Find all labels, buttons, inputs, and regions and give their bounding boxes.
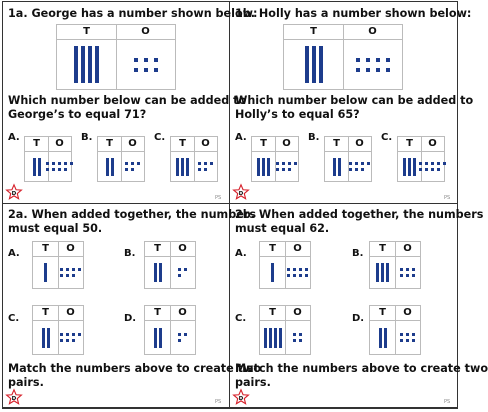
tens-rod	[111, 158, 114, 176]
q2b-option-a-chart	[259, 241, 311, 289]
tens-header: T	[406, 138, 413, 149]
ones-dot	[46, 168, 49, 171]
ones-dot	[425, 168, 428, 171]
q1b-footer-code: PS	[444, 195, 451, 201]
tens-rod	[271, 263, 274, 282]
ones-dot	[46, 162, 49, 165]
q1a-title: 1a. George has a number shown below:	[8, 7, 258, 20]
q2b-star-text: D	[238, 395, 244, 402]
ones-dot	[204, 162, 207, 165]
q1b-option-b-chart	[324, 136, 372, 182]
tens-rod	[186, 158, 189, 176]
tens-rod	[42, 328, 45, 348]
tens-rod	[408, 158, 411, 176]
ones-dot	[178, 333, 181, 336]
ones-dot	[66, 274, 69, 277]
ones-dot	[305, 274, 308, 277]
ones-dot	[355, 168, 358, 171]
tens-rod	[159, 328, 162, 348]
ones-header: O	[141, 26, 150, 37]
q2a-star-text: D	[11, 395, 17, 402]
ones-dot	[425, 162, 428, 165]
ones-dot	[66, 268, 69, 271]
ones-dot	[356, 68, 360, 72]
ones-dot	[287, 268, 290, 271]
ones-dot	[204, 168, 207, 171]
ones-dot	[431, 168, 434, 171]
q2a-option-b-label: B.	[124, 248, 136, 259]
q2b-star-icon	[233, 389, 249, 405]
ones-dot	[70, 162, 73, 165]
tens-header: T	[42, 243, 49, 254]
ones-dot	[134, 68, 138, 72]
ones-dot	[144, 58, 148, 62]
ones-header: O	[293, 243, 302, 254]
ones-header: O	[428, 138, 437, 149]
ones-header: O	[66, 243, 75, 254]
q2a-title-line1: 2a. When added together, the numbers	[8, 208, 256, 221]
tens-rod	[305, 46, 309, 83]
q1b-option-b-label: B.	[308, 132, 320, 143]
bottom-divider	[2, 407, 458, 408]
ones-dot	[288, 162, 291, 165]
tens-rod	[38, 158, 41, 176]
tens-rod	[381, 263, 384, 282]
q1b-question-line2: Holly’s to equal 65?	[235, 108, 360, 121]
ones-dot	[60, 339, 63, 342]
tens-header: T	[310, 26, 317, 37]
q1a-question-line2: George’s to equal 71?	[8, 108, 147, 121]
q1b-option-c-chart	[397, 136, 445, 182]
q1b-place-value-chart	[283, 24, 403, 90]
ones-dot	[376, 58, 380, 62]
q2b-option-c-label: C.	[235, 313, 247, 324]
tens-rod	[386, 263, 389, 282]
ones-header: O	[128, 138, 137, 149]
ones-dot	[299, 268, 302, 271]
q1b-option-a-label: A.	[235, 132, 247, 143]
tens-rod	[333, 158, 336, 176]
q1a-place-value-chart	[56, 24, 176, 90]
tens-rod	[181, 158, 184, 176]
ones-header: O	[201, 138, 210, 149]
ones-dot	[299, 274, 302, 277]
ones-dot	[367, 162, 370, 165]
ones-header: O	[368, 26, 377, 37]
ones-header: O	[403, 307, 412, 318]
ones-dot	[198, 168, 201, 171]
ones-dot	[178, 339, 181, 342]
ones-dot	[431, 162, 434, 165]
q1b-star-text: D	[238, 190, 244, 197]
q1a-option-c-label: C.	[154, 132, 166, 143]
tens-rod	[279, 328, 282, 348]
tens-rod	[154, 328, 157, 348]
ones-dot	[293, 333, 296, 336]
column-divider	[229, 1, 230, 409]
ones-dot	[58, 168, 61, 171]
ones-dot	[293, 274, 296, 277]
ones-dot	[366, 58, 370, 62]
ones-dot	[276, 162, 279, 165]
ones-dot	[386, 58, 390, 62]
tens-rod	[269, 328, 272, 348]
q2a-option-c-label: C.	[8, 313, 20, 324]
ones-dot	[356, 58, 360, 62]
tens-rod	[376, 263, 379, 282]
ones-dot	[412, 333, 415, 336]
ones-dot	[58, 162, 61, 165]
tens-rod	[44, 263, 47, 282]
tens-rod	[384, 328, 387, 348]
tens-rod	[88, 46, 92, 83]
ones-dot	[282, 168, 285, 171]
q2b-instruction-line2: pairs.	[235, 376, 271, 389]
tens-rod	[267, 158, 270, 176]
q2b-option-c-chart	[259, 305, 311, 355]
tens-header: T	[42, 307, 49, 318]
ones-dot	[60, 268, 63, 271]
ones-dot	[154, 68, 158, 72]
ones-dot	[299, 339, 302, 342]
ones-dot	[305, 268, 308, 271]
tens-rod	[262, 158, 265, 176]
ones-dot	[400, 268, 403, 271]
ones-dot	[144, 68, 148, 72]
ones-dot	[131, 162, 134, 165]
tens-rod	[159, 263, 162, 282]
q2a-option-b-chart	[144, 241, 196, 289]
ones-dot	[400, 274, 403, 277]
ones-dot	[131, 168, 134, 171]
tens-rod	[81, 46, 85, 83]
tens-rod	[319, 46, 323, 83]
ones-header: O	[293, 307, 302, 318]
ones-dot	[419, 162, 422, 165]
q1a-option-c-chart	[170, 136, 218, 182]
ones-dot	[386, 68, 390, 72]
row-divider	[2, 203, 458, 204]
tens-rod	[312, 46, 316, 83]
tens-header: T	[106, 138, 113, 149]
tens-header: T	[269, 307, 276, 318]
q1a-option-b-chart	[97, 136, 145, 182]
ones-header: O	[55, 138, 64, 149]
ones-dot	[64, 162, 67, 165]
ones-dot	[366, 68, 370, 72]
ones-dot	[60, 274, 63, 277]
tens-header: T	[154, 243, 161, 254]
tens-rod	[264, 328, 267, 348]
ones-dot	[78, 268, 81, 271]
tens-rod	[47, 328, 50, 348]
ones-dot	[125, 162, 128, 165]
ones-dot	[406, 339, 409, 342]
ones-dot	[361, 168, 364, 171]
ones-header: O	[178, 307, 187, 318]
q2a-instruction-line2: pairs.	[8, 376, 44, 389]
q2b-option-d-chart	[369, 305, 421, 355]
tens-rod	[403, 158, 406, 176]
ones-dot	[72, 333, 75, 336]
ones-dot	[443, 162, 446, 165]
ones-dot	[66, 339, 69, 342]
tens-rod	[176, 158, 179, 176]
q2b-title-line1: 2b. When added together, the numbers	[235, 208, 484, 221]
q1b-option-c-label: C.	[381, 132, 393, 143]
q1b-title: 1b. Holly has a number shown below:	[235, 7, 472, 20]
tens-header: T	[33, 138, 40, 149]
tens-header: T	[260, 138, 267, 149]
ones-dot	[134, 58, 138, 62]
ones-dot	[137, 162, 140, 165]
ones-dot	[355, 162, 358, 165]
q1b-star-icon	[233, 184, 249, 200]
ones-header: O	[178, 243, 187, 254]
ones-dot	[406, 268, 409, 271]
ones-dot	[412, 339, 415, 342]
q2b-option-b-chart	[369, 241, 421, 289]
ones-dot	[437, 168, 440, 171]
ones-dot	[282, 162, 285, 165]
ones-header: O	[282, 138, 291, 149]
ones-dot	[78, 333, 81, 336]
tens-header: T	[333, 138, 340, 149]
q2b-option-b-label: B.	[352, 248, 364, 259]
ones-dot	[66, 333, 69, 336]
ones-dot	[406, 274, 409, 277]
ones-dot	[72, 268, 75, 271]
ones-dot	[376, 68, 380, 72]
ones-header: O	[403, 243, 412, 254]
q2b-option-d-label: D.	[352, 313, 365, 324]
q2a-instruction-line1: Match the numbers above to create two	[8, 362, 262, 375]
ones-dot	[349, 168, 352, 171]
tens-rod	[74, 46, 78, 83]
tens-header: T	[269, 243, 276, 254]
ones-dot	[400, 339, 403, 342]
tens-rod	[33, 158, 36, 176]
tens-rod	[106, 158, 109, 176]
q2a-option-a-chart	[32, 241, 84, 289]
ones-dot	[412, 268, 415, 271]
ones-dot	[72, 339, 75, 342]
q1a-question-line1: Which number below can be added to	[8, 94, 247, 107]
ones-dot	[184, 333, 187, 336]
tens-header: T	[83, 26, 90, 37]
tens-rod	[413, 158, 416, 176]
q1a-option-a-chart	[24, 136, 72, 182]
ones-dot	[293, 339, 296, 342]
ones-dot	[52, 168, 55, 171]
q1a-option-b-label: B.	[81, 132, 93, 143]
ones-dot	[437, 162, 440, 165]
q2b-instruction-line1: Match the numbers above to create two	[235, 362, 488, 375]
ones-header: O	[66, 307, 75, 318]
q2a-footer-code: PS	[215, 399, 222, 405]
ones-dot	[178, 274, 181, 277]
ones-dot	[293, 268, 296, 271]
q2b-footer-code: PS	[444, 399, 451, 405]
tens-header: T	[154, 307, 161, 318]
ones-dot	[412, 274, 415, 277]
q2b-title-line2: must equal 62.	[235, 222, 330, 235]
tens-rod	[257, 158, 260, 176]
q1a-star-icon	[6, 184, 22, 200]
q2a-star-icon	[6, 389, 22, 405]
ones-dot	[210, 162, 213, 165]
tens-header: T	[179, 138, 186, 149]
ones-dot	[184, 268, 187, 271]
q1a-footer-code: PS	[215, 195, 222, 201]
ones-dot	[294, 162, 297, 165]
q2a-option-c-chart	[32, 305, 84, 355]
tens-rod	[338, 158, 341, 176]
ones-dot	[125, 168, 128, 171]
tens-header: T	[379, 243, 386, 254]
tens-rod	[154, 263, 157, 282]
tens-rod	[95, 46, 99, 83]
q2a-option-a-label: A.	[8, 248, 20, 259]
q2a-option-d-label: D.	[124, 313, 137, 324]
ones-dot	[288, 168, 291, 171]
q2a-title-line2: must equal 50.	[8, 222, 103, 235]
q2a-option-d-chart	[144, 305, 196, 355]
ones-dot	[406, 333, 409, 336]
ones-dot	[64, 168, 67, 171]
ones-dot	[198, 162, 201, 165]
q2b-option-a-label: A.	[235, 248, 247, 259]
q1a-star-text: D	[11, 190, 17, 197]
ones-dot	[299, 333, 302, 336]
tens-rod	[274, 328, 277, 348]
ones-dot	[276, 168, 279, 171]
ones-dot	[349, 162, 352, 165]
ones-dot	[72, 274, 75, 277]
ones-dot	[287, 274, 290, 277]
tens-rod	[379, 328, 382, 348]
ones-dot	[361, 162, 364, 165]
ones-dot	[154, 58, 158, 62]
ones-dot	[178, 268, 181, 271]
ones-dot	[419, 168, 422, 171]
ones-dot	[400, 333, 403, 336]
tens-header: T	[379, 307, 386, 318]
ones-dot	[52, 162, 55, 165]
q1a-option-a-label: A.	[8, 132, 20, 143]
q1b-question-line1: Which number below can be added to	[235, 94, 474, 107]
q1b-option-a-chart	[251, 136, 299, 182]
ones-header: O	[355, 138, 364, 149]
ones-dot	[60, 333, 63, 336]
